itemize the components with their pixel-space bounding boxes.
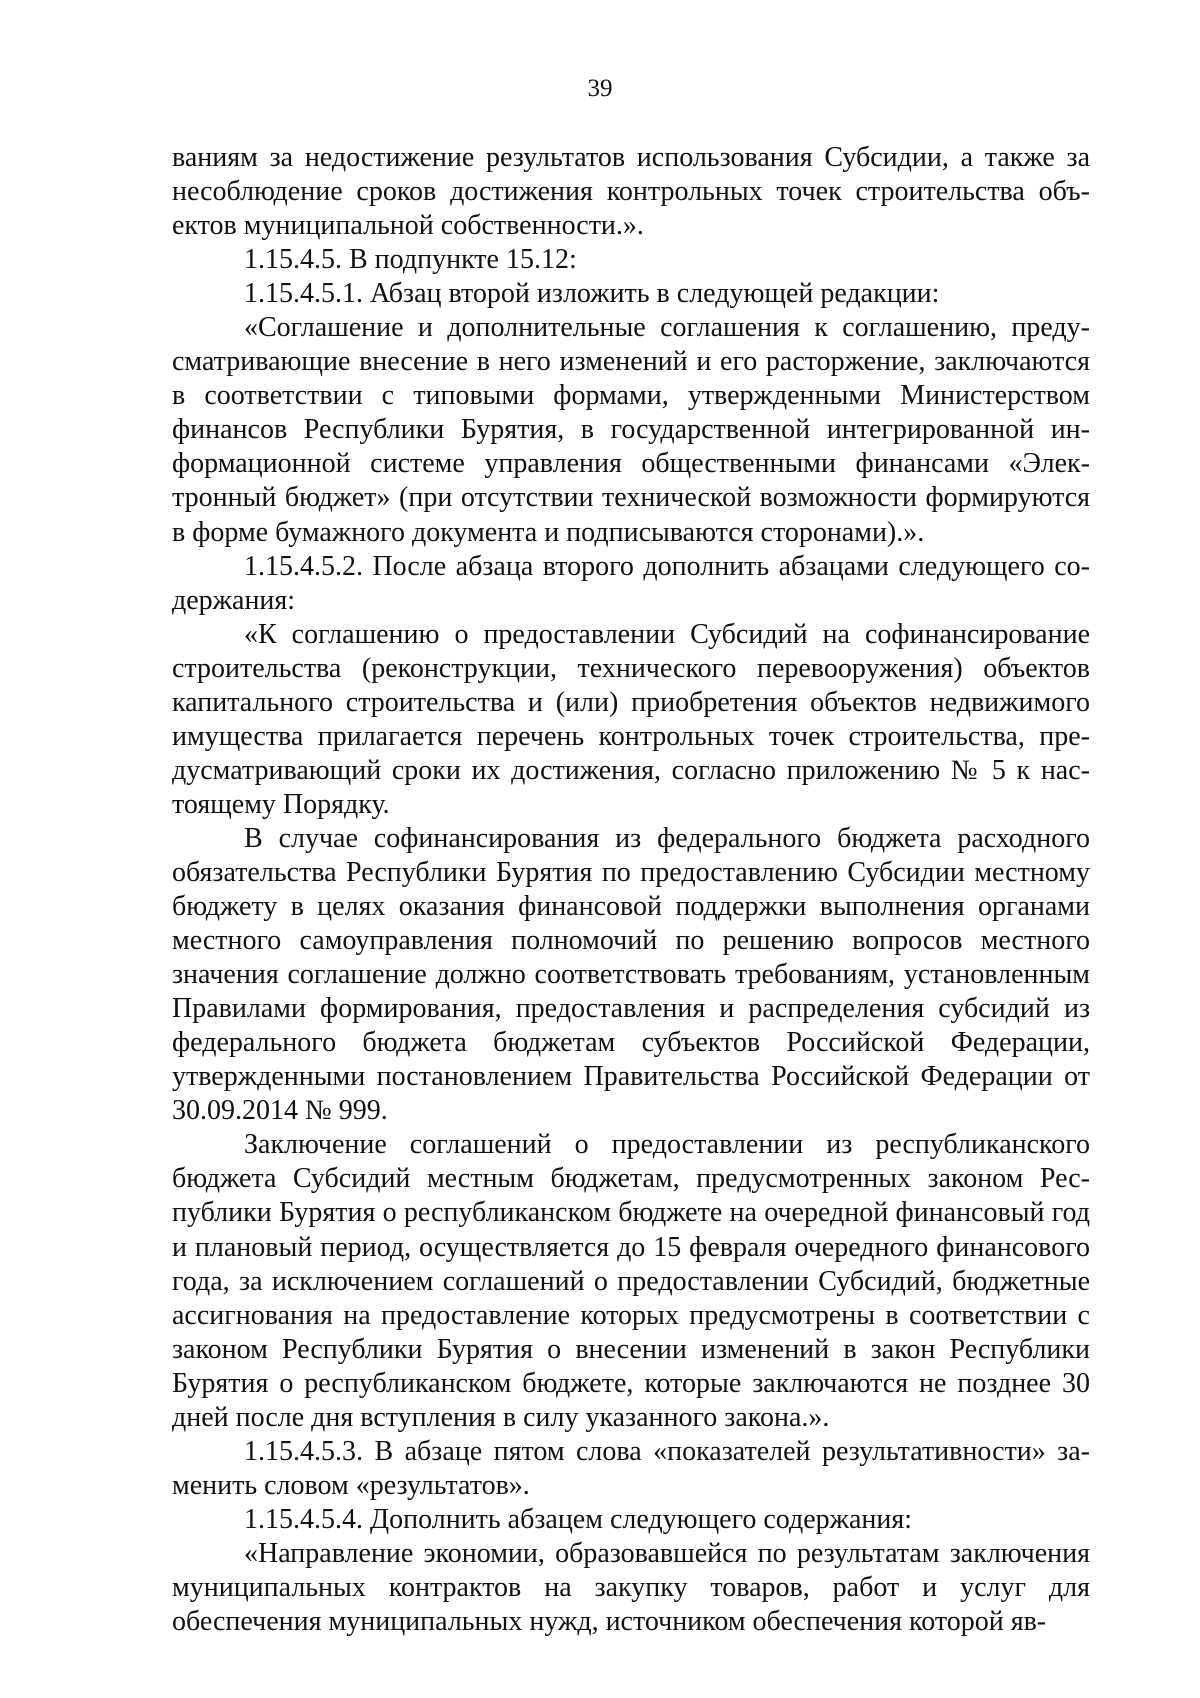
paragraph-continuation: ваниям за недостижение результатов использования Субсидии, а также за несоблюдение сроков достижения контрольных точек строительства объектов муниципальной собственности.». — [172, 142, 1090, 242]
paragraph-quote-control-points: «К соглашению о предоставлении Субсидий на софинансирование строительства (реконструкции, технического перевооружения) объектов капитального строительства и (или) приобретения объектов недвижимого имущества прилагается перечень контрольных точек строительства, предусматривающий сроки их достижения, согласно приложению № 5 к настоящему Порядку. — [172, 618, 1090, 820]
paragraph-subpoint-1-15-4-5-1: 1.15.4.5.1. Абзац второй изложить в следующей редакции: — [244, 278, 940, 310]
document-body — [172, 141, 1090, 1639]
paragraph-subpoint-1-15-4-5-2: 1.15.4.5.2. После абзаца второго дополнить абзацами следующего содержания: — [172, 550, 1090, 616]
paragraph-subpoint-1-15-4-5: 1.15.4.5. В подпункте 15.12: — [244, 244, 577, 276]
paragraph-quote-savings: «Направление экономии, образовавшейся по результатам заключения муниципальных контрактов на закупку товаров, работ и услуг для обеспечения муниципальных нужд, источником обеспечения которой яв- — [172, 1537, 1090, 1638]
paragraph-subpoint-1-15-4-5-3: 1.15.4.5.3. В абзаце пятом слова «показателей результативности» заменить словом «результатов». — [172, 1435, 1090, 1501]
paragraph-agreement-deadline: Заключение соглашений о предоставлении из республиканского бюджета Субсидий местным бюджетам, предусмотренных законом Республики Бурятия о республиканском бюджете на очередной финансовый год и плановый период, осуществляется до 15 февраля очередного финансового года, за исключением соглашений о предоставлении Субсидий, бюджетные ассигнования на предоставление которых предусмотрены в соответствии с законом Республики Бурятия о внесении изменений в закон Республики Бурятия о республиканском бюджете, которые заключаются не позднее 30 дней после дня вступления в силу указанного закона.». — [172, 1129, 1090, 1433]
paragraph-quote-agreement: «Соглашение и дополнительные соглашения к соглашению, предусматривающие внесение в него изменений и его расторжение, заключаются в соответствии с типовыми формами, утвержденными Министерством финансов Республики Бурятия, в государственной интегрированной информационной системе управления общественными финансами «Электронный бюджет» (при отсутствии технической возможности формируются в форме бумажного документа и подписываются сторонами).». — [172, 312, 1090, 548]
page-number: 39 — [587, 75, 613, 102]
paragraph-federal-cofinancing: В случае софинансирования из федерального бюджета расходного обязательства Республики Бурятия по предоставлению Субсидии местному бюджету в целях оказания финансовой поддержки выполнения органами местного самоуправления полномочий по решению вопросов местного значения соглашение должно соответствовать требованиям, установленным Правилами формирования, предоставления и распределения субсидий из федерального бюджета бюджетам субъектов Российской Федерации, утвержденными постановлением Правительства Российской Федерации от 30.09.2014 № 999. — [172, 822, 1090, 1127]
paragraph-subpoint-1-15-4-5-4: 1.15.4.5.4. Дополнить абзацем следующего содержания: — [244, 1503, 913, 1535]
